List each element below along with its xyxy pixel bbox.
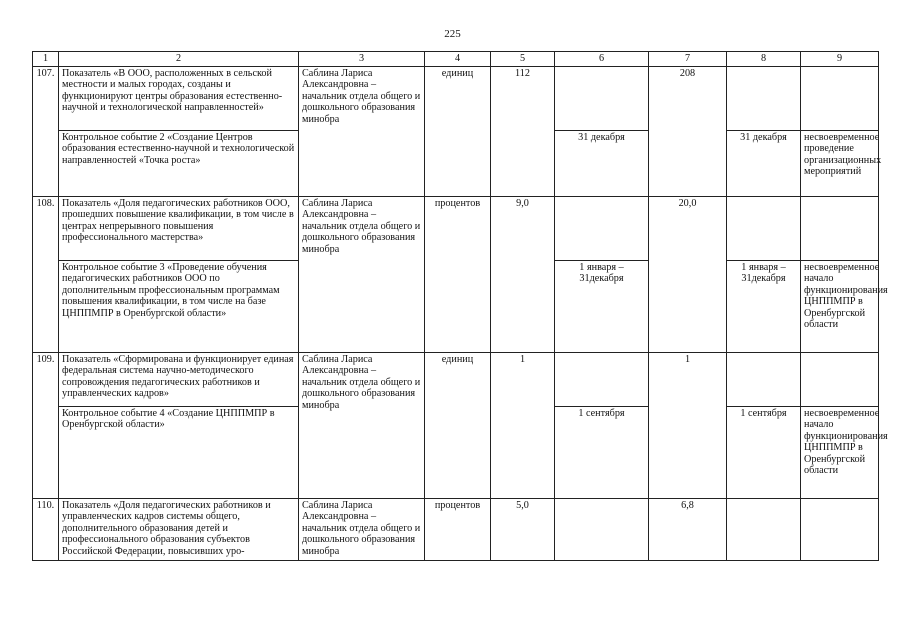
page-number: 225 (444, 28, 461, 40)
empty-cell (727, 197, 801, 261)
event-cell: Контрольное событие 3 «Проведение обучения педагогических работников ООО по дополнительным профессиональным программам повышения квалификации, в том числе на базе ЦНППМПР в Оренбургской области» (59, 261, 299, 353)
target-value-cell: 1 (649, 353, 727, 499)
risk-cell: несвоевременное начало функционирования ЦНППМПР в Оренбургской области (801, 261, 879, 353)
table-header-row (33, 52, 879, 67)
event-date-cell: 1 сентября (727, 407, 801, 499)
empty-cell (727, 67, 801, 131)
empty-cell (801, 499, 879, 561)
empty-cell (555, 499, 649, 561)
event-cell: Контрольное событие 2 «Создание Центров образования естественно-научной и технологической направленностей «Точка роста» (59, 131, 299, 197)
risk-cell: несвоевременное проведение организационных мероприятий (801, 131, 879, 197)
target-value-cell: 208 (649, 67, 727, 197)
indicator-cell: Показатель «Доля педагогических работников и управленческих кадров системы общего, дополнительного образования детей и профессионального образования субъектов Российской Федерации, повысивших уро- (59, 499, 299, 561)
table-row (33, 197, 879, 261)
risk-cell: несвоевременное начало функционирования ЦНППМПР в Оренбургской области (801, 407, 879, 499)
empty-cell (727, 353, 801, 407)
empty-cell (801, 67, 879, 131)
column-header: 9 (801, 52, 879, 67)
event-date-cell: 1 января – 31декабря (727, 261, 801, 353)
indicator-cell: Показатель «Доля педагогических работников ООО, прошедших повышение квалификации, в том числе в центрах непрерывного повышения профессионального мастерства» (59, 197, 299, 261)
indicators-table (32, 51, 888, 561)
indicator-cell: Показатель «Сформирована и функционирует единая федеральная система научно-методического сопровождения педагогических работников и управленческих кадров» (59, 353, 299, 407)
empty-cell (555, 353, 649, 407)
responsible-cell: Саблина Лариса Александровна – начальник отдела общего и дошкольного образования минобра (299, 353, 425, 499)
responsible-cell: Саблина Лариса Александровна – начальник отдела общего и дошкольного образования минобра (299, 197, 425, 353)
empty-cell (555, 197, 649, 261)
base-value-cell: 1 (491, 353, 555, 499)
column-header: 5 (491, 52, 555, 67)
event-date-cell: 1 сентября (555, 407, 649, 499)
event-date-cell: 31 декабря (555, 131, 649, 197)
row-number: 108. (33, 197, 59, 353)
event-cell: Контрольное событие 4 «Создание ЦНППМПР в Оренбургской области» (59, 407, 299, 499)
responsible-cell: Саблина Лариса Александровна – начальник отдела общего и дошкольного образования минобра (299, 499, 425, 561)
column-header: 4 (425, 52, 491, 67)
responsible-cell: Саблина Лариса Александровна – начальник отдела общего и дошкольного образования минобра (299, 67, 425, 197)
indicator-cell: Показатель «В ООО, расположенных в сельской местности и малых городах, созданы и функционируют центры образования естественно-научной и технологической направленностей» (59, 67, 299, 131)
table-row (33, 67, 879, 131)
base-value-cell: 9,0 (491, 197, 555, 353)
unit-cell: процентов (425, 499, 491, 561)
column-header: 8 (727, 52, 801, 67)
base-value-cell: 5,0 (491, 499, 555, 561)
event-date-cell: 31 декабря (727, 131, 801, 197)
empty-cell (727, 499, 801, 561)
target-value-cell: 20,0 (649, 197, 727, 353)
row-number: 107. (33, 67, 59, 197)
table-row (33, 353, 879, 407)
event-date-cell: 1 января – 31декабря (555, 261, 649, 353)
column-header: 7 (649, 52, 727, 67)
column-header: 2 (59, 52, 299, 67)
empty-cell (801, 197, 879, 261)
table-row (33, 499, 879, 561)
unit-cell: единиц (425, 67, 491, 197)
empty-cell (801, 353, 879, 407)
target-value-cell: 6,8 (649, 499, 727, 561)
row-number: 110. (33, 499, 59, 561)
unit-cell: процентов (425, 197, 491, 353)
column-header: 6 (555, 52, 649, 67)
column-header: 1 (33, 52, 59, 67)
unit-cell: единиц (425, 353, 491, 499)
empty-cell (555, 67, 649, 131)
base-value-cell: 112 (491, 67, 555, 197)
column-header: 3 (299, 52, 425, 67)
row-number: 109. (33, 353, 59, 499)
